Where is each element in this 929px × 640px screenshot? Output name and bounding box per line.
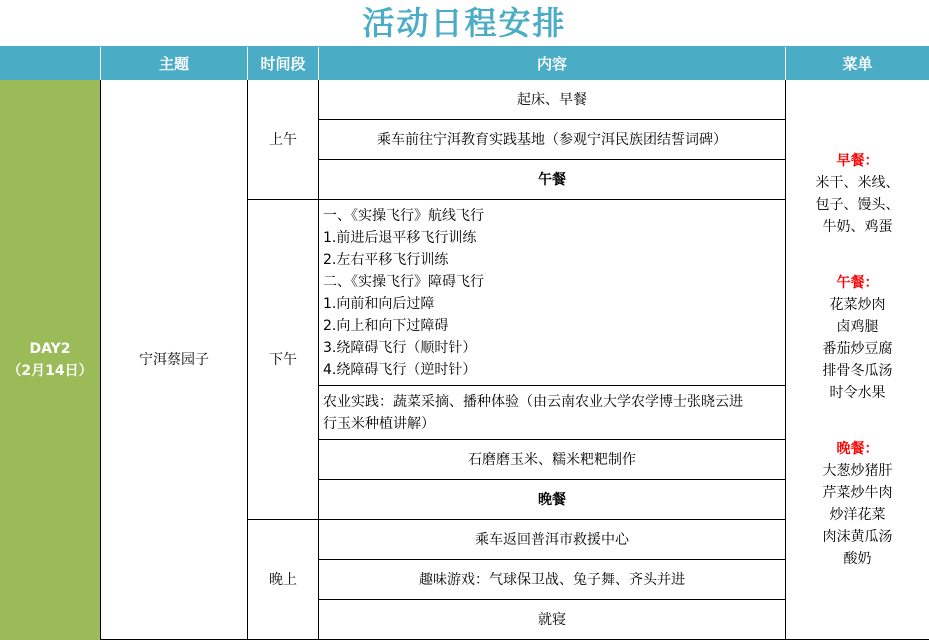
menu-item: 包子、馒头、: [815, 197, 900, 213]
theme-cell: 宁洱蔡园子: [101, 80, 248, 640]
flight-line: 二、《实操飞行》障碍飞行: [323, 273, 484, 290]
content-trip: 乘车前往宁洱教育实践基地（参观宁洱民族团结誓词碑）: [319, 120, 786, 160]
menu-item: 肉沫黄瓜汤: [822, 529, 893, 545]
content-return: 乘车返回普洱市救援中心: [319, 520, 786, 560]
header-menu: 菜单: [786, 47, 929, 80]
content-games: 趣味游戏：气球保卫战、兔子舞、齐头并进: [319, 560, 786, 600]
content-flight-training: [319, 200, 786, 386]
content-stone-mill: 石磨磨玉米、糯米粑粑制作: [319, 440, 786, 480]
day-date: （2月14日）: [7, 363, 93, 379]
flight-line: 1.前进后退平移飞行训练: [323, 229, 477, 246]
menu-item: 花菜炒肉: [829, 297, 886, 313]
menu-item: 卤鸡腿: [836, 319, 879, 335]
menu-item: 番茄炒豆腐: [822, 341, 893, 357]
flight-line: 一、《实操飞行》航线飞行: [323, 207, 484, 224]
menu-dinner-heading: 晚餐：: [836, 441, 879, 457]
menu-breakfast-heading: 早餐：: [836, 153, 879, 169]
period-evening: 晚上: [248, 520, 319, 640]
flight-line: 4.绕障碍飞行（逆时针）: [323, 361, 477, 378]
content-farm-practice: [319, 386, 786, 440]
content-lunch: 午餐: [319, 160, 786, 200]
period-afternoon: 下午: [248, 200, 319, 520]
menu-item: 芹菜炒牛肉: [822, 485, 893, 501]
flight-line: 2.向上和向下过障碍: [323, 317, 449, 334]
header-content: 内容: [319, 47, 786, 80]
flight-line: 3.绕障碍飞行（顺时针）: [323, 339, 477, 356]
menu-item: 时令水果: [829, 385, 886, 401]
day-cell: [0, 80, 101, 640]
content-dinner: 晚餐: [319, 480, 786, 520]
menu-item: 牛奶、鸡蛋: [822, 219, 893, 235]
menu-item: 酸奶: [843, 551, 872, 567]
header-day: [0, 47, 101, 80]
menu-item: 炒洋花菜: [829, 507, 886, 523]
page-title: 活动日程安排: [362, 4, 567, 42]
header-period: 时间段: [248, 47, 319, 80]
farm-line: 行玉米种植讲解）: [323, 415, 435, 432]
header-theme: 主题: [101, 47, 248, 80]
menu-item: 大葱炒猪肝: [822, 463, 893, 479]
flight-line: 2.左右平移飞行训练: [323, 251, 449, 268]
menu-cell: [786, 80, 929, 640]
menu-item: 排骨冬瓜汤: [822, 363, 893, 379]
flight-line: 1.向前和向后过障: [323, 295, 435, 312]
menu-item: 米干、米线、: [815, 175, 900, 191]
content-wakeup: 起床、早餐: [319, 80, 786, 120]
farm-line: 农业实践：蔬菜采摘、播种体验（由云南农业大学农学博士张晓云进: [323, 393, 743, 410]
day-label: DAY2: [29, 341, 71, 357]
content-sleep: 就寝: [319, 600, 786, 640]
period-morning: 上午: [248, 80, 319, 200]
menu-lunch-heading: 午餐：: [836, 275, 879, 291]
